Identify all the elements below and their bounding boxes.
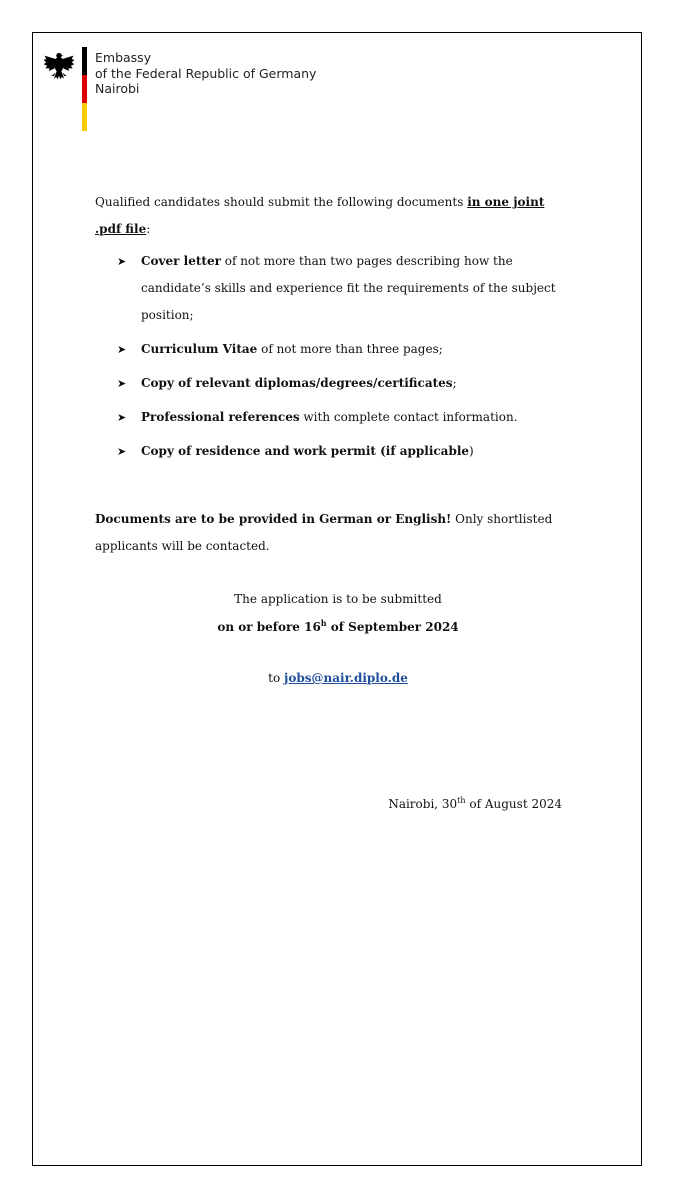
item-bold: Professional references bbox=[141, 410, 300, 424]
language-note-bold: Documents are to be provided in German or English! bbox=[95, 512, 452, 526]
intro-text: Qualified candidates should submit the following documents bbox=[95, 195, 468, 209]
item-text: with complete contact information. bbox=[299, 410, 518, 424]
header-line-2: of the Federal Republic of Germany bbox=[95, 65, 317, 81]
deadline-sup: h bbox=[320, 618, 327, 628]
intro-paragraph bbox=[95, 189, 565, 243]
arrow-bullet-icon: ➤ bbox=[117, 255, 127, 268]
federal-eagle-icon bbox=[42, 48, 76, 82]
deadline-prefix: on or before 16 bbox=[217, 620, 321, 634]
arrow-bullet-icon: ➤ bbox=[117, 343, 127, 356]
header-line-1: Embassy bbox=[95, 50, 152, 65]
list-item bbox=[117, 248, 567, 329]
item-text: of not more than two pages describing how the candidate’s skills and experience fit the requirements of the subject position; bbox=[141, 254, 556, 322]
document-page bbox=[32, 32, 642, 1166]
signature-date: of August 2024 bbox=[465, 797, 562, 811]
list-item bbox=[117, 438, 567, 465]
item-bold: Copy of relevant diplomas/degrees/certificates bbox=[141, 376, 453, 390]
header-line-3: Nairobi bbox=[95, 81, 140, 96]
arrow-bullet-icon: ➤ bbox=[117, 411, 127, 424]
intro-emphasis: in one joint .pdf file bbox=[95, 195, 545, 236]
email-line bbox=[33, 671, 643, 685]
language-note-text: Only shortlisted applicants will be contacted. bbox=[95, 512, 553, 553]
signature bbox=[388, 797, 562, 811]
requirements-list bbox=[117, 248, 567, 472]
item-text: ) bbox=[469, 444, 474, 458]
embassy-header bbox=[95, 50, 316, 97]
list-item bbox=[117, 404, 567, 431]
deadline-line bbox=[33, 620, 643, 634]
german-flag-bar bbox=[82, 47, 87, 131]
item-text: of not more than three pages; bbox=[257, 342, 443, 356]
intro-suffix: : bbox=[146, 222, 151, 236]
arrow-bullet-icon: ➤ bbox=[117, 377, 127, 390]
signature-place: Nairobi, 30 bbox=[388, 797, 458, 811]
arrow-bullet-icon: ➤ bbox=[117, 445, 127, 458]
to-label: to bbox=[268, 671, 285, 685]
submission-line bbox=[33, 592, 643, 606]
signature-sup: th bbox=[457, 796, 466, 805]
list-item bbox=[117, 370, 567, 397]
item-bold: Copy of residence and work permit (if applicable bbox=[141, 444, 470, 458]
list-item bbox=[117, 336, 567, 363]
deadline-suffix: of September 2024 bbox=[326, 620, 459, 634]
item-bold: Cover letter bbox=[141, 254, 221, 268]
email-link[interactable]: jobs@nair.diplo.de bbox=[284, 671, 408, 685]
language-note bbox=[95, 506, 565, 560]
submission-text: The application is to be submitted bbox=[234, 592, 442, 606]
item-bold: Curriculum Vitae bbox=[141, 342, 258, 356]
item-text: ; bbox=[452, 376, 457, 390]
